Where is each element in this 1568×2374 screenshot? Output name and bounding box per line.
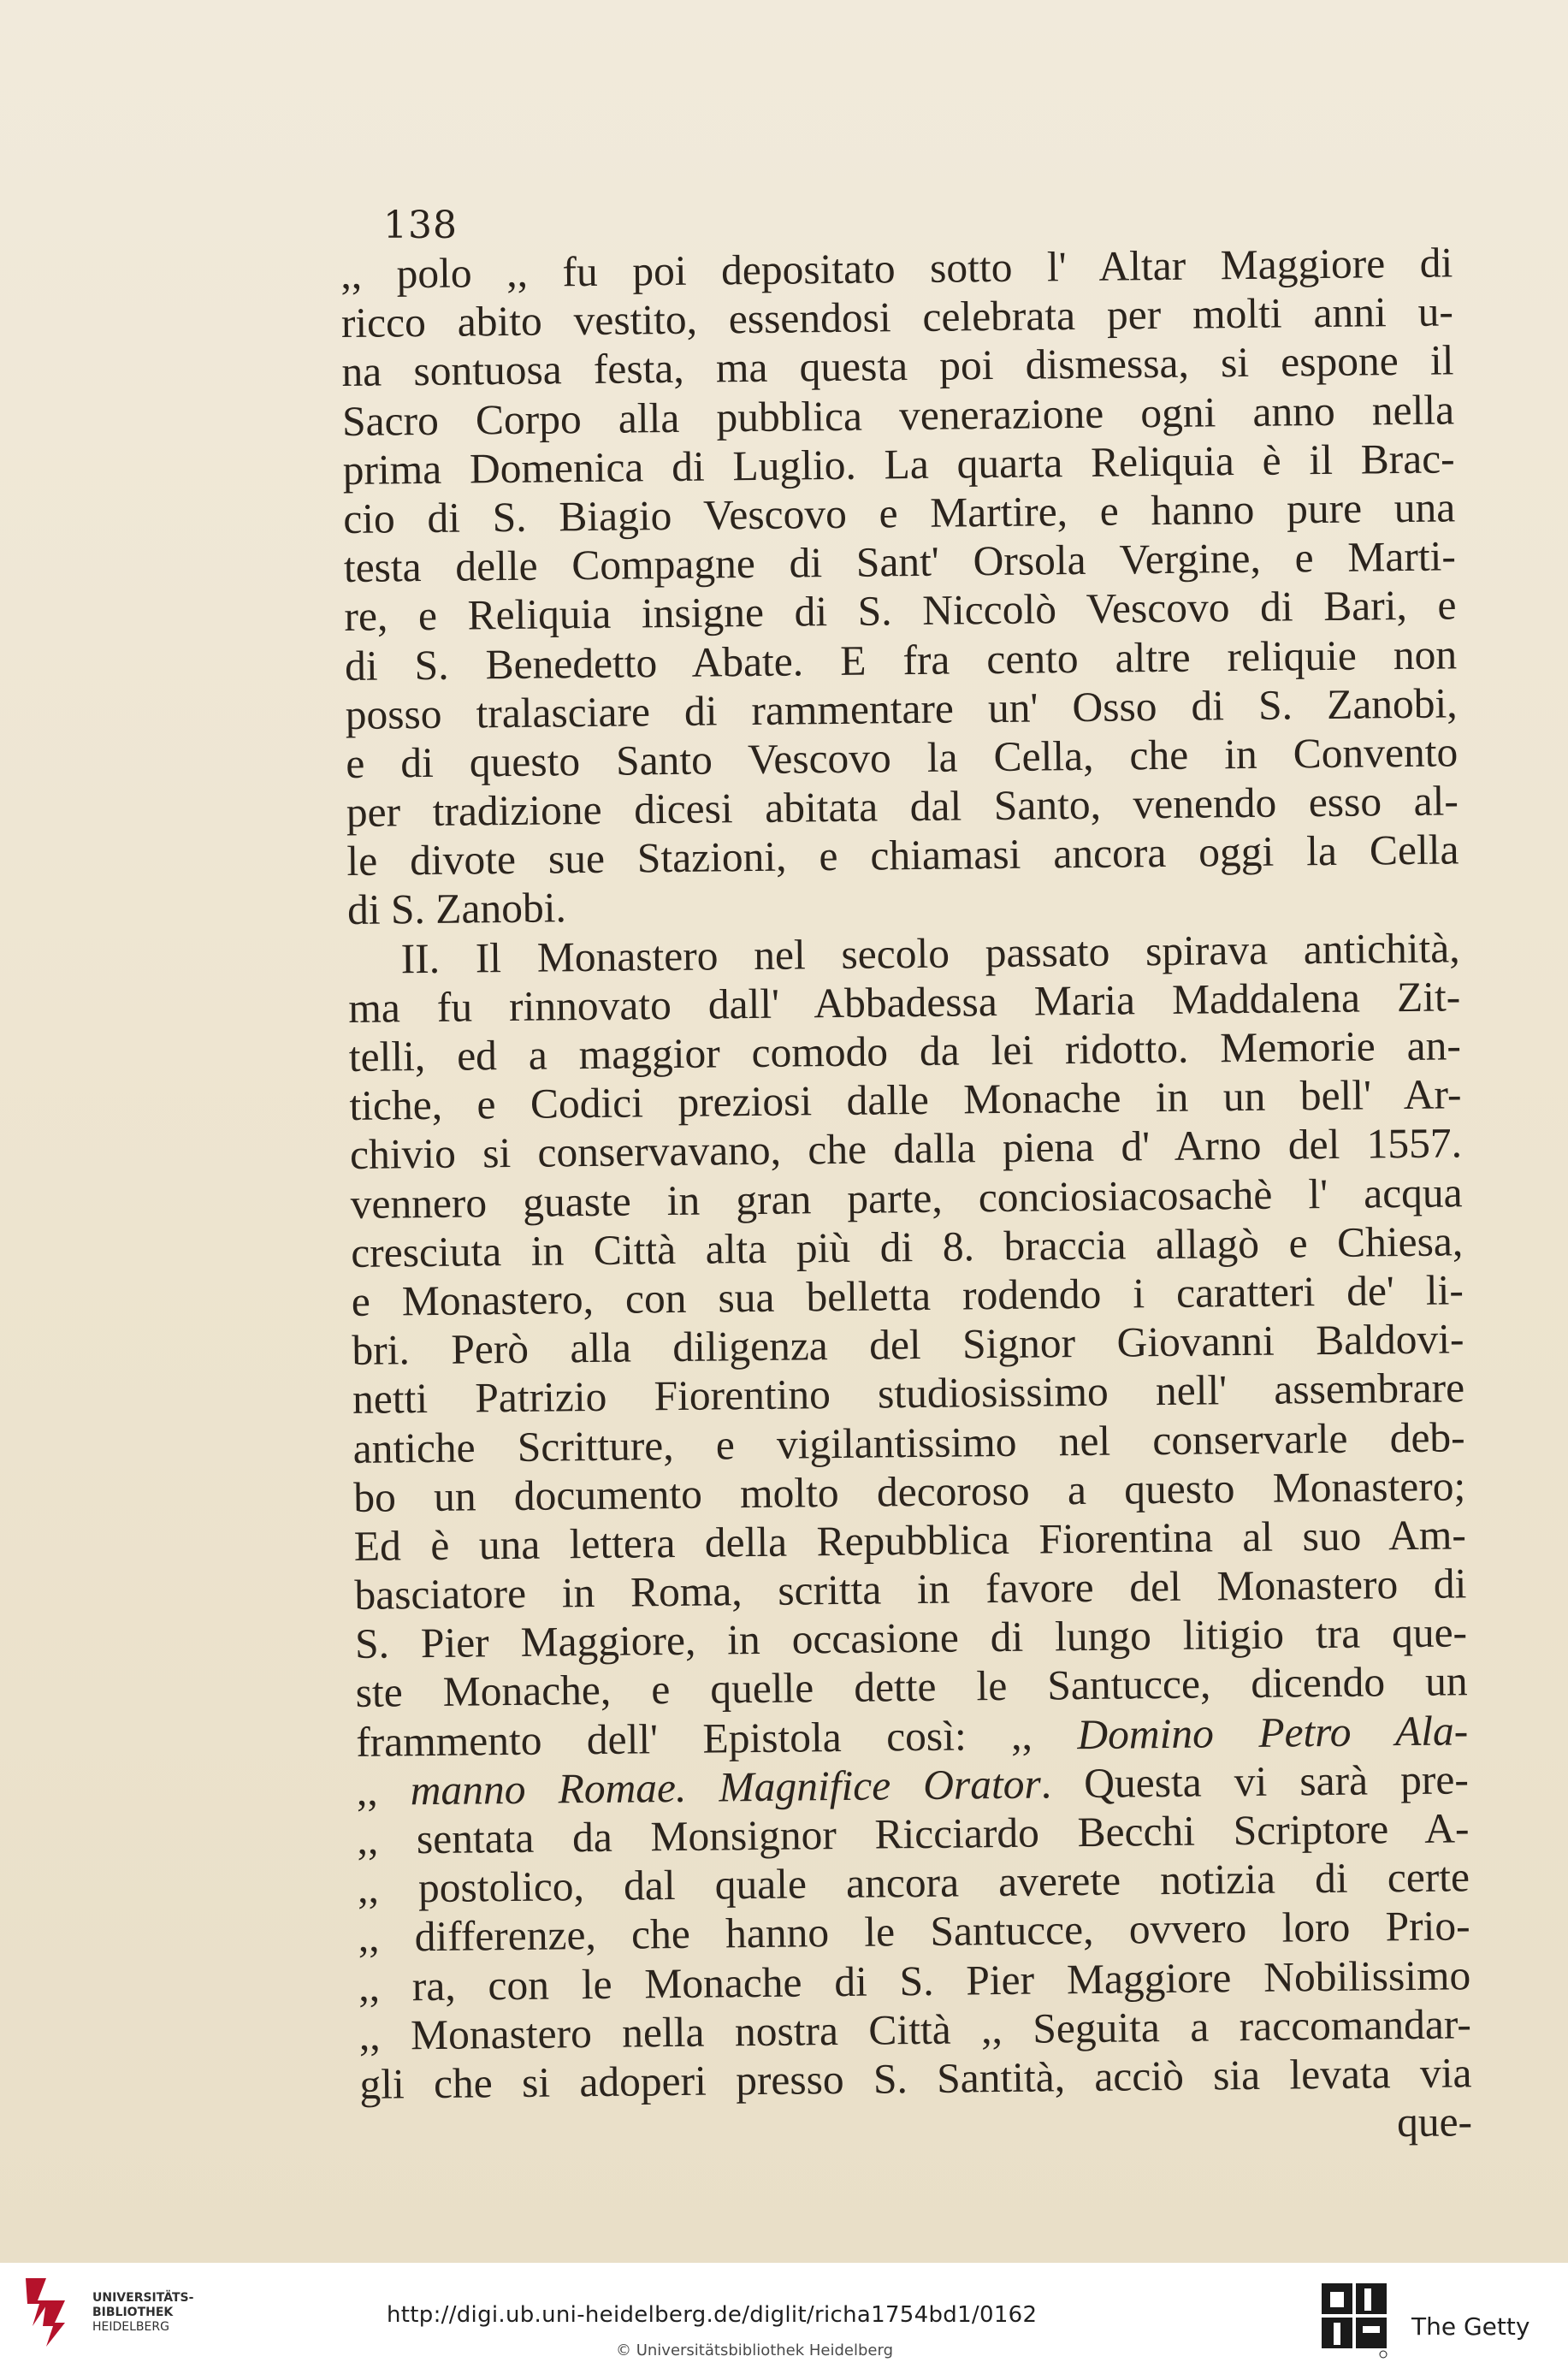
text-line: le divote sue Stazioni, e chiamasi ancora oggi la Cella [346,826,1459,885]
library-name-line: UNIVERSITÄTS- [92,2291,194,2305]
text-line: prima Domenica di Luglio. La quarta Reliquia è il Brac- [342,435,1455,494]
footer-bar [0,2263,1568,2374]
text-line: ,, sentata da Monsignor Ricciardo Becchi Scriptore A- [357,1804,1470,1863]
text-line: testa delle Compagne di Sant' Orsola Vergine, e Marti- [343,532,1457,592]
text-line: tiche, e Codici preziosi dalle Monache in un bell' Ar- [349,1070,1462,1130]
text-line: cio di S. Biagio Vescovo e Martire, e hanno pure una [343,483,1456,542]
text-line: ,, Monastero nella nostra Città ,, Seguita a raccomandar- [358,2000,1472,2059]
getty-name: The Getty [1411,2312,1530,2341]
text-line: re, e Reliquia insigne di S. Niccolò Vescovo di Bari, e [344,581,1457,641]
text-line: bo un documento molto decoroso a questo Monastero; [352,1461,1466,1521]
text-line: gli che si adoperi presso S. Santità, acciò sia levata via [359,2049,1472,2108]
text-line: Sacro Corpo alla pubblica venerazione ogni anno nella [341,385,1455,445]
text-line: II. Il Monastero nel secolo passato spirava antichità, [400,923,1460,982]
text-line: ,, polo ,, fu poi depositato sotto l' Altar Maggiore di [340,239,1453,298]
page-number: 138 [383,204,458,247]
italic-segment: Domino Petro Ala- [1077,1706,1469,1758]
text-line: ma fu rinnovato dall' Abbadessa Maria Maddalena Zit- [347,973,1461,1032]
text-line: ,, ra, con le Monache di S. Pier Maggiore Nobilissimo [358,1951,1471,2010]
copyright-notice: © Universitätsbibliothek Heidelberg [616,2341,894,2359]
text-line: S. Pier Maggiore, in occasione di lungo litigio tra que- [354,1608,1468,1668]
text-line: ,, differenze, che hanno le Santucce, ovvero loro Prio- [358,1902,1470,1962]
text-segment: frammento dell' Epistola così: ,, [355,1710,1078,1766]
text-line: antiche Scritture, e vigilantissimo nel conservarle deb- [352,1412,1465,1472]
text-line: posso tralasciare di rammentare un' Osso di S. Zanobi, [345,679,1458,738]
text-line: basciatore in Roma, scritta in favore del Monastero di [354,1560,1467,1619]
text-segment: . Questa vi sarà pre- [1040,1755,1470,1808]
text-line: ste Monache, e quelle dette le Santucce, dicendo un [355,1657,1468,1717]
text-line: ,, postolico, dal quale ancora averete notizia di certe [357,1853,1470,1913]
text-line: cresciuta in Città alta più di 8. braccia allagò e Chiesa, [350,1217,1464,1276]
getty-logo-icon [1320,2282,1388,2359]
text-line: e di questo Santo Vescovo la Cella, che in Convento [345,728,1459,787]
text-line: Ed è una lettera della Repubblica Fiorentina al suo Am- [353,1511,1467,1570]
library-name [92,2291,193,2335]
text-segment: ,, [356,1767,411,1815]
catchword: que- [1396,2098,1473,2146]
university-logo-icon [21,2275,70,2350]
text-line: di S. Zanobi. [346,884,567,934]
text-line: e Monastero, con sua belletta rodendo i caratteri de' li- [351,1266,1464,1325]
text-line: ricco abito vestito, essendosi celebrata per molti anni u- [340,287,1454,347]
text-line: telli, ed a maggior comodo da lei ridotto. Memorie an- [348,1021,1462,1080]
text-line: di S. Benedetto Abate. E fra cento altre reliquie non [344,630,1458,690]
body-text [340,238,1472,2158]
italic-segment: manno Romae. Magnifice Orator [410,1760,1042,1815]
text-line: bri. Però alla diligenza del Signor Giovanni Baldovi- [352,1315,1464,1375]
text-line: netti Patrizio Fiorentino studiosissimo nell' assembrare [352,1364,1465,1424]
text-line: vennero guaste in gran parte, conciosiacosachè l' acqua [350,1168,1463,1228]
text-line: na sontuosa festa, ma questa poi dismessa, si espone il [341,336,1454,396]
text-line: chivio si conservavano, che dalla piena d' Arno del 1557. [349,1119,1463,1179]
text-line: per tradizione dicesi abitata dal Santo, venendo esso al- [346,777,1459,837]
library-name-line: HEIDELBERG [92,2320,169,2334]
permalink-url[interactable]: http://digi.ub.uni-heidelberg.de/diglit/richa1754bd1/0162 [387,2302,1038,2328]
library-name-line: BIBLIOTHEK [92,2306,174,2319]
